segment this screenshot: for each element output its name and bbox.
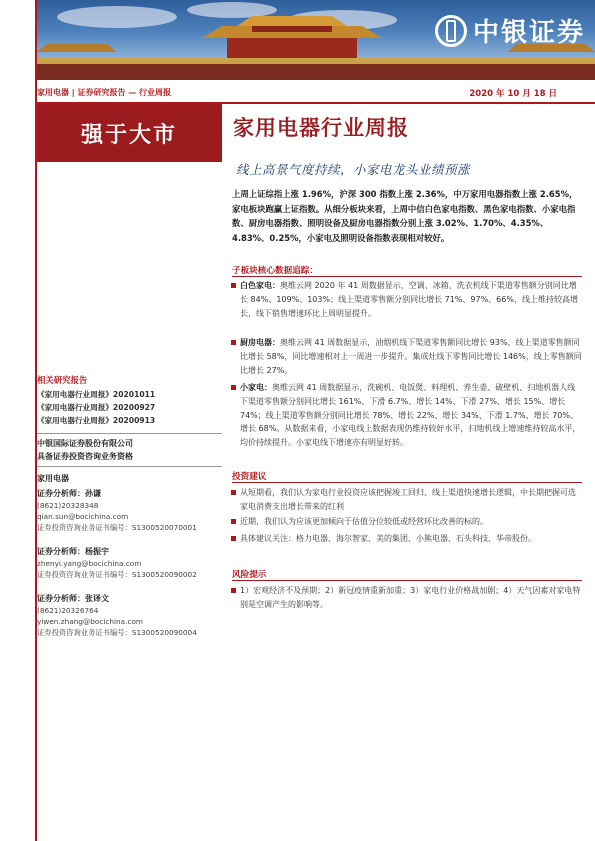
divider (232, 276, 582, 277)
bullet-icon (231, 519, 236, 524)
industry-label: 家用电器 (37, 474, 69, 483)
analyst-cert: 证券投资咨询业务证书编号：S1300520090004 (37, 628, 197, 637)
item-text: 从短期看，我们认为家电行业投资应该把握竣工回归、线上渠道快速增长逻辑，中长期把握可选家电消费支出增长带来的红利 (240, 488, 576, 511)
advice-section-heading: 投资建议 (232, 472, 267, 482)
bullet-icon (231, 588, 236, 593)
industry-block (37, 472, 227, 485)
advice-item (240, 486, 582, 514)
core-item-small-appliance (240, 381, 582, 450)
analyst-cert: 证券投资咨询业务证书编号：S1300520070001 (37, 523, 197, 532)
related-reports-heading: 相关研究报告 (37, 375, 88, 385)
core-item-kitchen (240, 336, 582, 377)
analyst-card (37, 488, 227, 533)
page-subtitle: 线上高景气度持续，小家电龙头业绩预涨 (236, 162, 471, 177)
rating-box (37, 104, 222, 162)
bullet-icon (231, 490, 236, 495)
analyst-email: yiwen.zhang@bocichina.com (37, 617, 144, 626)
analyst-email: zhenyi.yang@bocichina.com (37, 559, 142, 568)
divider (37, 433, 222, 434)
breadcrumb: 家用电器 | 证券研究报告 — 行业周报 (37, 88, 172, 97)
list-item: 《家用电器行业周报》20200927 (37, 403, 156, 412)
divider (232, 580, 582, 581)
analyst-cert: 证券投资咨询业务证书编号：S1300520090002 (37, 570, 197, 579)
item-text: 具体建议关注：格力电器、海尔智家、美的集团、小熊电器、石头科技、华帝股份。 (240, 534, 536, 543)
bullet-icon (231, 283, 236, 288)
rating-label: 强于大市 (81, 122, 178, 148)
report-date: 2020 年 10 月 18 日 (469, 89, 557, 99)
divider (37, 466, 222, 467)
core-item-white-goods (240, 279, 582, 320)
analyst-name: 证券分析师：杨振宇 (37, 547, 109, 556)
logo-text: 中银证券 (472, 18, 585, 48)
summary-paragraph: 上周上证综指上涨 1.96%，沪深 300 指数上涨 2.36%，中万家用电器指数上涨 2.65%，家电板块跑赢上证指数。从细分板块来看，上周中信白色家电指数、黑色家电指数、小家电指数、厨房电器指数、照明设备及厨房电器指数分别上涨 3.02%、1.70%、4.35%、4.83%、0.25%，小家电及照明设备指数表现相对较好。 (232, 189, 578, 243)
bullet-icon (231, 385, 236, 390)
analyst-name: 证券分析师：孙谦 (37, 489, 101, 498)
header-banner-image (37, 0, 595, 80)
item-text: 近期，我们认为应该更加倾向于估值分位较低或经营环比改善的标的。 (240, 517, 488, 526)
divider (232, 482, 582, 483)
analyst-card (37, 546, 227, 580)
analyst-card (37, 593, 227, 638)
brand-logo (435, 12, 585, 49)
company-name: 中银国际证券股份有限公司 (37, 439, 133, 448)
item-text: 奥维云网 2020 年 41 周数据显示，空调、冰箱、洗衣机线下渠道零售额分别同比增长 84%、109%、103%；线上渠道零售额分别同比增长 71%、97%、66%，线上维持较高增长，线下销售增速环比上周明显提升。 (240, 281, 578, 318)
company-block (37, 437, 227, 463)
core-section-heading: 子板块核心数据追踪： (232, 266, 318, 276)
item-text: 奥维云网 41 周数据显示，油烟机线下渠道零售额同比增长 93%，线上渠道零售额同比增长 58%，同比增速相对上一周进一步提升。集成灶线下零售同比增长 146%，线上零售额同比增长 27%。 (240, 338, 582, 375)
related-reports-list (37, 388, 227, 427)
item-text: 奥维云网 41 周数据显示，洗碗机、电饭煲、料理机、养生壶、破壁机、扫地机器人线下渠道零售额分别同比增长 161%、下滑 6.7%、增长 14%、下滑 27%、增长 15%、增长 74%；线上渠道零售额分别同比增长 78%、增长 22%、增长 34%、下滑 1.7%、增长 70%、增长 68%。从数据来看，小家电线上数据表现仍维持较好水平，扫地机线上增速维持较高水平，均价持续提升。小家电线下增速亦有明显好转。 (240, 383, 581, 448)
item-lead: 厨房电器： (240, 338, 280, 347)
page-title: 家用电器行业周报 (233, 115, 409, 140)
bank-logo-icon (435, 15, 467, 47)
advice-item (240, 515, 582, 529)
bullet-icon (231, 536, 236, 541)
list-item: 《家用电器行业周报》20200913 (37, 416, 156, 425)
item-lead: 白色家电： (240, 281, 280, 290)
analyst-phone: (8621)20326764 (37, 606, 99, 615)
risk-text: 1）宏观经济不及预期；2）新冠疫情重新加重；3）家电行业价格战加剧；4）天气因素对家电特别是空调产生的影响等。 (240, 586, 581, 609)
risk-section-heading: 风险提示 (232, 570, 267, 580)
analyst-name: 证券分析师：张译文 (37, 594, 109, 603)
report-header-bar (37, 82, 595, 104)
bullet-icon (231, 340, 236, 345)
list-item: 《家用电器行业周报》20201011 (37, 390, 156, 399)
risk-item (240, 584, 582, 612)
analyst-email: qian.sun@bocichina.com (37, 512, 129, 521)
qualification: 具备证券投资咨询业务资格 (37, 452, 133, 461)
item-lead: 小家电： (240, 383, 272, 392)
analyst-phone: (8621)20328348 (37, 501, 99, 510)
advice-item (240, 532, 582, 546)
